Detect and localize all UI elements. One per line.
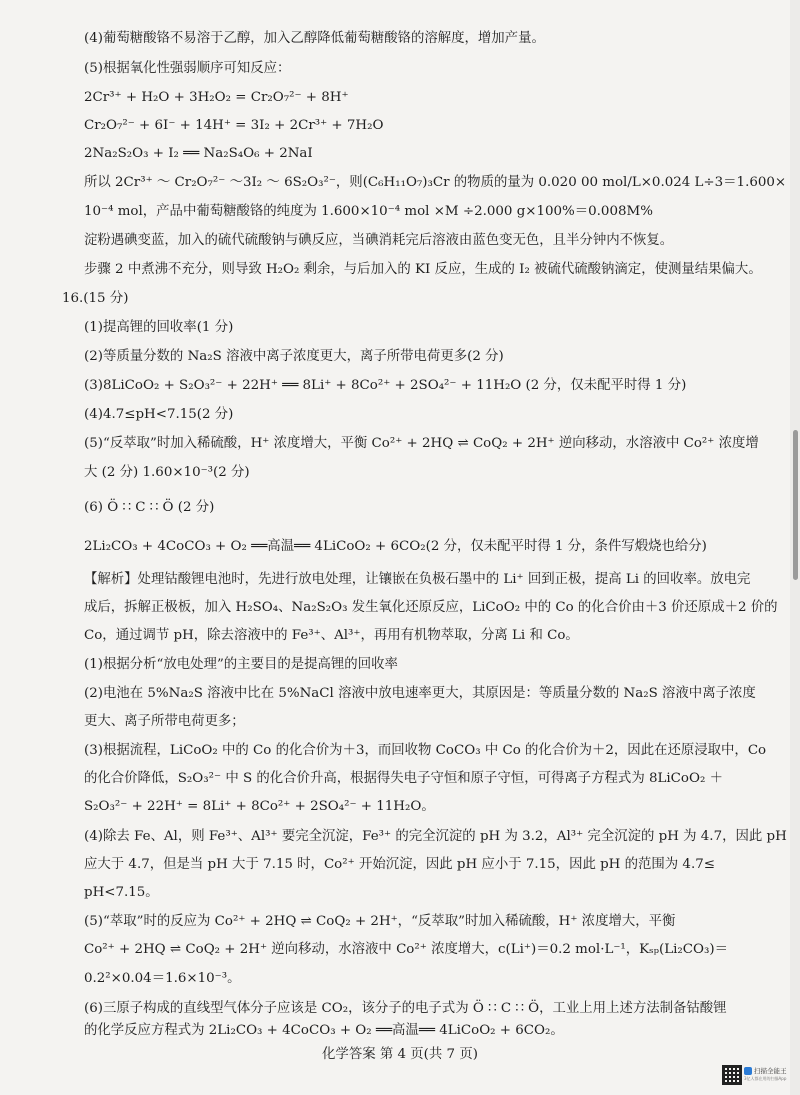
text-line: 10⁻⁴ mol，产品中葡萄糖酸铬的纯度为 1.600×10⁻⁴ mol ×M ÷2.000 g×100%＝0.008M% [84, 204, 653, 219]
answer-line: (2)等质量分数的 Na₂S 溶液中离子浓度更大，离子所带电荷更多(2 分) [84, 349, 504, 364]
scrollbar[interactable] [790, 0, 800, 1095]
analysis-line: (6)三原子构成的直线型气体分子应该是 CO₂，该分子的电子式为 Ö ∷ C ∷ Ö，工业上用上述方法制备钴酸锂 [84, 1001, 727, 1016]
text-line: (4)葡萄糖酸铬不易溶于乙醇，加入乙醇降低葡萄糖酸铬的溶解度，增加产量。 [84, 31, 545, 46]
analysis-line: (3)根据流程，LiCoO₂ 中的 Co 的化合价为＋3，而回收物 CoCO₃ 中 Co 的化合价为＋2，因此在还原浸取中，Co [84, 743, 767, 758]
analysis-line: (2)电池在 5%Na₂S 溶液中比在 5%NaCl 溶液中放电速率更大，其原因是：等质量分数的 Na₂S 溶液中离子浓度 [84, 686, 756, 701]
answer-line: (4)4.7≤pH<7.15(2 分) [84, 407, 234, 422]
analysis-line: S₂O₃²⁻ + 22H⁺ = 8Li⁺ + 8Co²⁺ + 2SO₄²⁻ + 11H₂O。 [84, 799, 435, 814]
analysis-line: Co²⁺ + 2HQ ⇌ CoQ₂ + 2H⁺ 逆向移动，水溶液中 Co²⁺ 浓度增大，c(Li⁺)＝0.2 mol·L⁻¹，Kₛₚ(Li₂CO₃)＝ [84, 942, 729, 957]
analysis-line: (5)“萃取”时的反应为 Co²⁺ + 2HQ ⇌ CoQ₂ + 2H⁺，“反萃取”时加入稀硫酸，H⁺ 浓度增大，平衡 [84, 914, 676, 929]
analysis-line: 的化合价降低，S₂O₃²⁻ 中 S 的化合价升高，根据得失电子守恒和原子守恒，可得离子方程式为 8LiCoO₂ ＋ [84, 771, 723, 786]
analysis-line: (1)根据分析“放电处理”的主要目的是提高锂的回收率 [84, 657, 398, 672]
text-line: 步骤 2 中煮沸不充分，则导致 H₂O₂ 剩余，与后加入的 KI 反应，生成的 I₂ 被硫代硫酸钠滴定，使测量结果偏大。 [84, 262, 762, 277]
analysis-line: (4)除去 Fe、Al，则 Fe³⁺、Al³⁺ 要完全沉淀，Fe³⁺ 的完全沉淀的 pH 为 3.2，Al³⁺ 完全沉淀的 pH 为 4.7，因此 pH [84, 829, 787, 844]
equation-line: 2Na₂S₂O₃ + I₂ ══ Na₂S₄O₆ + 2NaI [84, 146, 313, 161]
answer-line: (3)8LiCoO₂ + S₂O₃²⁻ + 22H⁺ ══ 8Li⁺ + 8Co²⁺ + 2SO₄²⁻ + 11H₂O (2 分，仅未配平时得 1 分) [84, 378, 687, 393]
text-line: (5)根据氧化性强弱顺序可知反应： [84, 61, 291, 76]
scanner-watermark [744, 1066, 796, 1086]
scrollbar-thumb[interactable] [793, 430, 798, 580]
text-line: 淀粉遇碘变蓝，加入的硫代硫酸钠与碘反应，当碘消耗完后溶液由蓝色变无色，且半分钟内不恢复。 [84, 233, 674, 248]
answer-line: (1)提高锂的回收率(1 分) [84, 320, 234, 335]
analysis-line: pH<7.15。 [84, 885, 159, 900]
answer-line: (5)“反萃取”时加入稀硫酸，H⁺ 浓度增大，平衡 Co²⁺ + 2HQ ⇌ CoQ₂ + 2H⁺ 逆向移动，水溶液中 Co²⁺ 浓度增 [84, 436, 759, 451]
analysis-line: Co，通过调节 pH，除去溶液中的 Fe³⁺、Al³⁺，再用有机物萃取，分离 Li 和 Co。 [84, 628, 579, 643]
analysis-line: 更大、离子所带电荷更多； [84, 714, 245, 729]
analysis-line: 的化学反应方程式为 2Li₂CO₃ + 4CoCO₃ + O₂ ══高温══ 4LiCoO₂ + 6CO₂。 [84, 1023, 564, 1038]
badge-subtitle: 3亿人都在用的扫描App [744, 1076, 787, 1081]
analysis-line: 成后，拆解正极板，加入 H₂SO₄、Na₂S₂O₃ 发生氧化还原反应，LiCoO₂ 中的 Co 的化合价由＋3 价还原成＋2 价的 [84, 600, 778, 615]
equation-line: 2Cr³⁺ + H₂O + 3H₂O₂ = Cr₂O₇²⁻ + 8H⁺ [84, 90, 349, 105]
analysis-line: 0.2²×0.04＝1.6×10⁻³。 [84, 971, 241, 986]
camscanner-logo-icon [744, 1067, 752, 1075]
electron-formula-line: (6) Ö ∷ C ∷ Ö (2 分) [84, 500, 215, 515]
analysis-line: 【解析】处理钴酸锂电池时，先进行放电处理，让镶嵌在负极石墨中的 Li⁺ 回到正极，提高 Li 的回收率。放电完 [84, 572, 751, 587]
text-line: 所以 2Cr³⁺ ～ Cr₂O₇²⁻ ～3I₂ ～ 6S₂O₃²⁻，则(C₆H₁₁O₇)₃Cr 的物质的量为 0.020 00 mol/L×0.024 L÷3＝1.600× [84, 175, 787, 190]
answer-line: 大 (2 分) 1.60×10⁻³(2 分) [84, 465, 250, 480]
badge-title: 扫描全能王 [754, 1067, 787, 1075]
question-heading: 16.(15 分) [62, 291, 129, 306]
analysis-line: 应大于 4.7，但是当 pH 大于 7.15 时，Co²⁺ 开始沉淀，因此 pH 应小于 7.15，因此 pH 的范围为 4.7≤ [84, 857, 715, 872]
equation-line: Cr₂O₇²⁻ + 6I⁻ + 14H⁺ = 3I₂ + 2Cr³⁺ + 7H₂O [84, 118, 384, 133]
qr-code-icon [722, 1065, 742, 1085]
equation-line: 2Li₂CO₃ + 4CoCO₃ + O₂ ══高温══ 4LiCoO₂ + 6CO₂(2 分，仅未配平时得 1 分，条件写煅烧也给分) [84, 539, 707, 554]
page-footer: 化学答案 第 4 页(共 7 页) [322, 1047, 478, 1062]
